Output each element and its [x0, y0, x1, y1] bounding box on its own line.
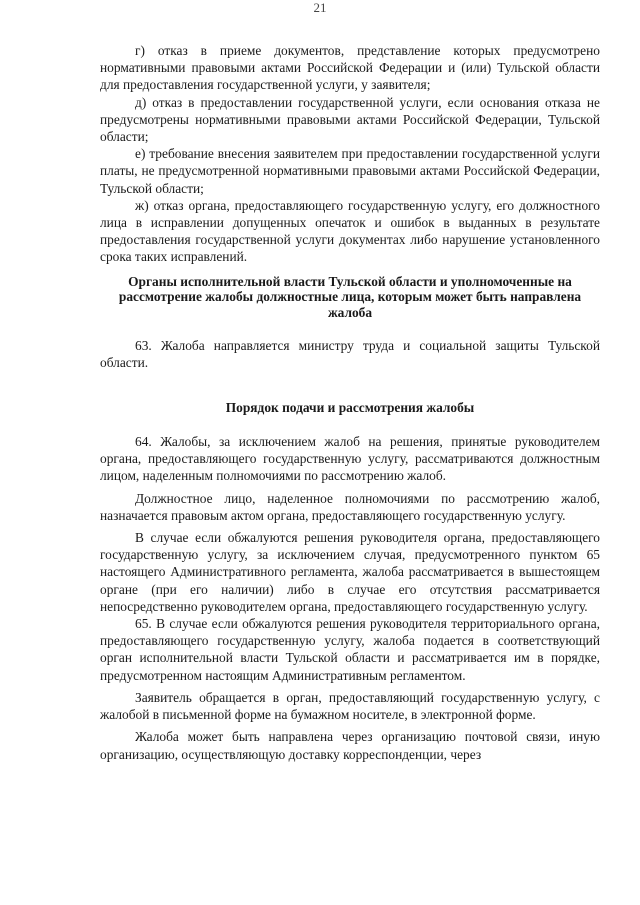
list-item-g: г) отказ в приеме документов, представление которых предусмотрено нормативными правовыми актами Российской Федерации и (или) Тульской области для предоставления государственной услуги, у заявителя; [100, 43, 600, 93]
paragraph-65: 65. В случае если обжалуются решения руководителя территориального органа, предоставляющего государственную услугу, жалоба подается в соответствующий орган исполнительной власти Тульской области и рассматривается им в порядке, предусмотренном настоящим Административным регламентом. [100, 616, 600, 683]
page-number: 21 [313, 0, 327, 15]
list-item-e: е) требование внесения заявителем при предоставлении государственной услуги платы, не предусмотренной нормативными правовыми актами Российской Федерации, Тульской области; [100, 146, 600, 196]
section-heading-procedure: Порядок подачи и рассмотрения жалобы [225, 399, 475, 415]
list-item-d: д) отказ в предоставлении государственной услуги, если основания отказа не предусмотрены нормативными правовыми актами Российской Федерации, Тульской области; [100, 94, 600, 145]
paragraph-65-applicant: Заявитель обращается в орган, предоставляющий государственную услугу, с жалобой в письменной форме на бумажном носителе, в электронной форме. [100, 689, 600, 723]
paragraph-64-official: Должностное лицо, наделенное полномочиями по рассмотрению жалоб, назначается правовым актом органа, предоставляющего государственную услугу. [100, 490, 600, 523]
document-body [100, 42, 600, 763]
list-item-zh: ж) отказ органа, предоставляющего государственную услугу, его должностного лица в исправлении допущенных опечаток и ошибок в выданных в результате предоставления государственной услуги документах либо нарушение установленного срока таких исправлений. [100, 197, 600, 265]
paragraph-64: 64. Жалобы, за исключением жалоб на решения, принятые руководителем органа, предоставляющего государственную услугу, рассматриваются должностным лицом, наделенным полномочиями по рассмотрению жалоб. [100, 434, 600, 484]
section-heading-authorities: Органы исполнительной власти Тульской области и уполномоченные на рассмотрение жалобы должностные лица, которым может быть направлена жалоба [118, 273, 582, 320]
paragraph-63: 63. Жалоба направляется министру труда и социальной защиты Тульской области. [100, 338, 600, 371]
paragraph-64-head: В случае если обжалуются решения руководителя органа, предоставляющего государственную услугу, за исключением случая, предусмотренного пунктом 65 настоящего Административного регламента, жалоба рассматривается в вышестоящем органе (при его наличии) либо в случае его отсутствия рассматривается непосредственно руководителем органа, предоставляющего государственную услугу. [100, 530, 600, 614]
paragraph-65-delivery: Жалоба может быть направлена через организацию почтовой связи, иную организацию, осуществляющую доставку корреспонденции, через [100, 729, 600, 762]
